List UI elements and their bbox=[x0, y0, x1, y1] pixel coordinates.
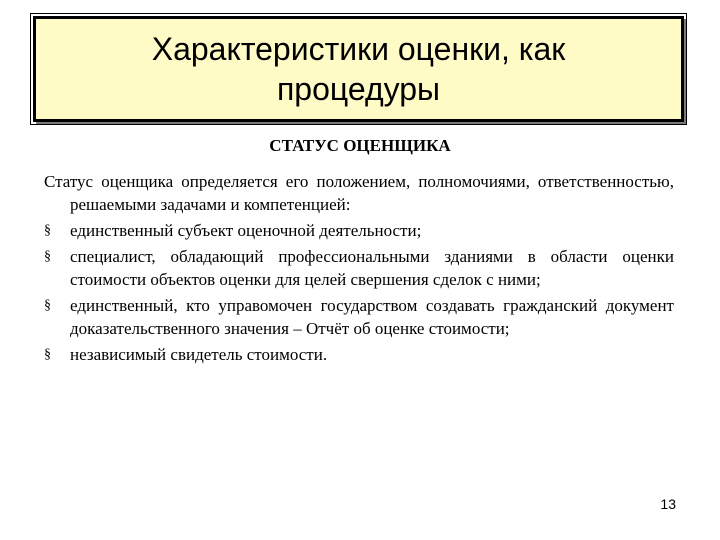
bullet-text: специалист, обладающий профессиональными зданиями в области оценки стоимости объектов оценки для целей свершения сделок с ними; bbox=[70, 247, 674, 289]
bullet-item bbox=[44, 219, 674, 242]
slide-title: Характеристики оценки, как процедуры bbox=[151, 31, 566, 107]
intro-paragraph: Статус оценщика определяется его положением, полномочиями, ответственностью, решаемыми задачами и компетенцией: bbox=[44, 172, 674, 214]
bullet-item bbox=[44, 245, 674, 291]
bullet-item bbox=[44, 294, 674, 340]
bullet-marker-icon: § bbox=[44, 249, 51, 264]
bullet-text: единственный, кто управомочен государством создавать гражданский документ доказательственного значения – Отчёт об оценке стоимости; bbox=[70, 296, 674, 338]
bullet-marker-icon: § bbox=[44, 347, 51, 362]
bullet-text: независимый свидетель стоимости. bbox=[70, 345, 328, 364]
bullet-item bbox=[44, 343, 674, 366]
section-subtitle: СТАТУС ОЦЕНЩИКА bbox=[269, 136, 451, 155]
bullet-marker-icon: § bbox=[44, 223, 51, 238]
bullet-marker-icon: § bbox=[44, 298, 51, 313]
title-box bbox=[33, 16, 684, 122]
bullet-list bbox=[44, 219, 674, 366]
page-number: 13 bbox=[660, 496, 676, 512]
content-body bbox=[44, 170, 674, 369]
bullet-text: единственный субъект оценочной деятельности; bbox=[70, 221, 422, 240]
